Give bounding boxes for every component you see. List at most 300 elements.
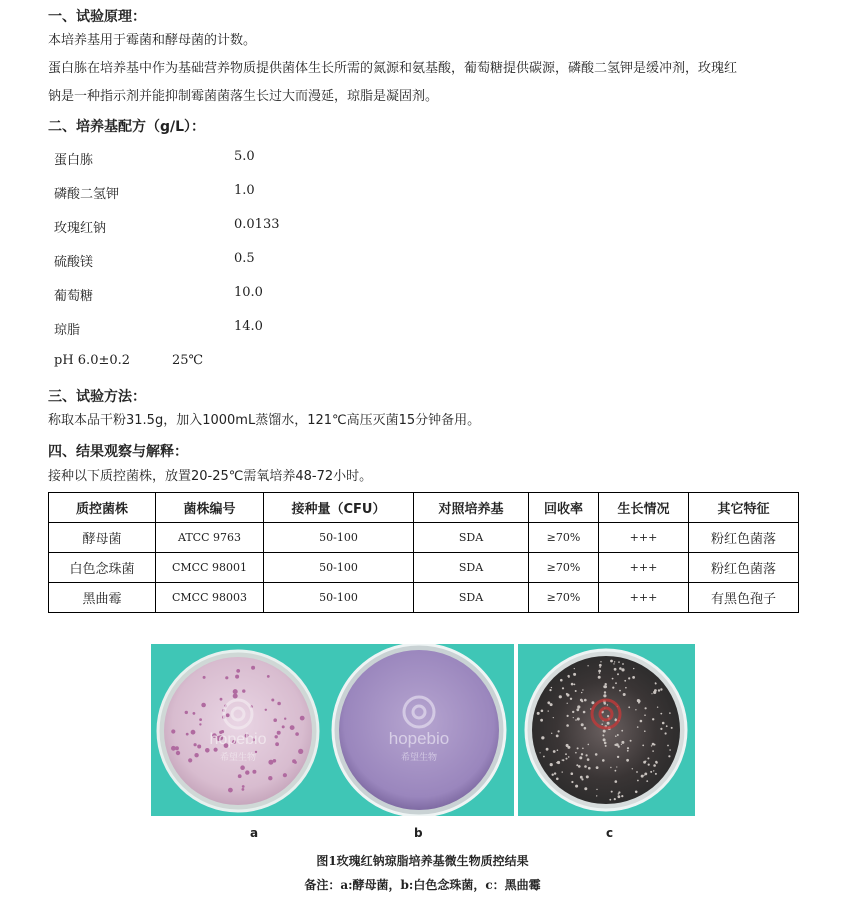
table-cell: +++ <box>599 553 689 583</box>
colony-dot <box>226 713 230 717</box>
colony-dot <box>602 759 605 762</box>
colony-dot <box>197 745 201 749</box>
plate-photo-b <box>324 644 514 816</box>
colony-dot <box>576 708 579 711</box>
section-heading-method: 三、试验方法： <box>48 389 146 405</box>
table-cell: CMCC 98001 <box>156 553 264 583</box>
colony-dot <box>651 693 652 694</box>
table-header-row <box>49 493 799 523</box>
colony-dot <box>194 743 197 746</box>
colony-dot <box>660 728 662 730</box>
colony-dot <box>549 689 551 691</box>
principle-text-3: 钠是一种指示剂并能抑制霉菌菌落生长过大而漫延，琼脂是凝固剂。 <box>48 89 439 104</box>
colony-dot <box>610 660 613 663</box>
table-cell: SDA <box>414 553 529 583</box>
plate-watermark: hopebio <box>209 731 267 748</box>
colony-dot <box>626 759 629 762</box>
colony-dot <box>628 706 630 708</box>
table-row <box>49 583 799 613</box>
colony-dot <box>665 732 667 734</box>
colony-dot <box>271 699 274 702</box>
colony-dot <box>214 748 218 752</box>
colony-dot <box>653 770 654 771</box>
colony-dot <box>553 750 556 753</box>
colony-dot <box>627 747 629 749</box>
colony-dot <box>646 780 648 782</box>
colony-dot <box>632 768 633 769</box>
colony-dot <box>644 714 646 716</box>
colony-dot <box>252 770 256 774</box>
colony-dot <box>578 765 581 768</box>
colony-dot <box>543 756 545 758</box>
colony-dot <box>617 734 619 736</box>
colony-dot <box>618 746 620 748</box>
colony-dot <box>573 717 574 718</box>
colony-dot <box>615 770 617 772</box>
colony-dot <box>615 735 617 737</box>
colony-dot <box>273 718 277 722</box>
colony-dot <box>199 718 202 721</box>
colony-dot <box>550 703 553 706</box>
colony-dot <box>637 726 639 728</box>
colony-dot <box>275 735 278 738</box>
colony-dot <box>596 789 597 790</box>
colony-dot <box>621 741 624 744</box>
colony-dot <box>586 754 588 756</box>
colony-dot <box>657 707 658 708</box>
colony-dot <box>575 752 577 754</box>
result-text: 接种以下质控菌株，放置20-25℃需氧培养48-72小时。 <box>48 469 373 484</box>
colony-dot <box>621 668 624 671</box>
colony-dot <box>622 663 624 665</box>
table-cell: 酵母菌 <box>49 523 156 553</box>
colony-dot <box>637 780 639 782</box>
colony-dot <box>658 689 660 691</box>
colony-dot <box>623 693 626 696</box>
formula-value: 10.0 <box>234 285 263 300</box>
plate-photo-a <box>151 644 324 816</box>
figure-caption: 图1玫瑰红钠琼脂培养基微生物质控结果 <box>316 854 529 868</box>
colony-dot <box>185 711 188 714</box>
colony-dot <box>556 778 559 781</box>
colony-dot <box>552 774 554 776</box>
colony-dot <box>636 771 638 773</box>
colony-dot <box>660 688 662 690</box>
colony-dot <box>547 701 550 704</box>
colony-dot <box>604 742 607 745</box>
colony-dot <box>635 791 638 794</box>
colony-dot <box>240 765 245 770</box>
colony-dot <box>645 707 647 709</box>
colony-dot <box>572 711 574 713</box>
colony-dot <box>283 773 287 777</box>
colony-dot <box>583 711 586 714</box>
section-heading-principle: 一、试验原理： <box>48 9 146 25</box>
colony-dot <box>660 713 662 715</box>
figure-label-b: b <box>414 826 423 840</box>
colony-dot <box>242 689 245 692</box>
colony-dot <box>236 669 240 673</box>
formula-name: 硫酸镁 <box>54 255 94 270</box>
table-header: 生长情况 <box>599 493 689 523</box>
colony-dot <box>584 787 587 790</box>
colony-dot <box>662 722 665 725</box>
qc-strain-table <box>48 492 799 613</box>
colony-dot <box>562 759 564 761</box>
colony-dot <box>625 687 627 689</box>
colony-dot <box>632 676 635 679</box>
colony-dot <box>580 699 583 702</box>
colony-dot <box>228 788 233 793</box>
colony-dot <box>655 682 656 683</box>
colony-dot <box>205 748 210 753</box>
colony-dot <box>267 675 270 678</box>
colony-dot <box>615 682 617 684</box>
table-header: 质控菌株 <box>49 493 156 523</box>
colony-dot <box>567 715 569 717</box>
colony-dot <box>171 746 176 751</box>
colony-dot <box>628 677 630 679</box>
colony-dot <box>245 770 249 774</box>
colony-dot <box>614 668 617 671</box>
plate-watermark-cn: 希望生物 <box>219 753 257 763</box>
colony-dot <box>575 690 577 692</box>
colony-dot <box>551 733 552 734</box>
colony-dot <box>588 744 590 746</box>
colony-dot <box>553 717 554 718</box>
colony-dot <box>560 679 563 682</box>
colony-dot <box>277 702 281 706</box>
table-cell: 粉红色菌落 <box>689 553 799 583</box>
table-cell: ≥70% <box>529 523 599 553</box>
colony-dot <box>654 744 656 746</box>
colony-dot <box>612 678 614 680</box>
colony-dot <box>558 730 560 732</box>
colony-dot <box>567 694 570 697</box>
table-header: 菌株编号 <box>156 493 264 523</box>
colony-dot <box>233 689 238 694</box>
colony-dot <box>242 788 245 791</box>
colony-dot <box>294 761 297 764</box>
colony-dot <box>603 730 606 733</box>
colony-dot <box>550 763 553 766</box>
colony-dot <box>635 709 636 710</box>
colony-dot <box>644 773 647 776</box>
table-cell: CMCC 98003 <box>156 583 264 613</box>
colony-dot <box>584 727 587 730</box>
colony-dot <box>654 689 657 692</box>
colony-dot <box>599 667 600 668</box>
colony-dot <box>581 753 583 755</box>
method-text: 称取本品干粉31.5g，加入1000mL蒸馏水，121℃高压灭菌15分钟备用。 <box>48 413 481 428</box>
colony-dot <box>567 675 569 677</box>
colony-dot <box>614 661 615 662</box>
table-cell: SDA <box>414 523 529 553</box>
colony-dot <box>546 748 549 751</box>
colony-dot <box>653 764 656 767</box>
colony-dot <box>588 767 591 770</box>
colony-dot <box>581 723 584 726</box>
colony-dot <box>541 736 544 739</box>
colony-dot <box>595 753 598 756</box>
colony-dot <box>284 718 286 720</box>
colony-dot <box>652 750 654 752</box>
colony-dot <box>171 729 175 733</box>
colony-dot <box>562 771 563 772</box>
colony-dot <box>576 764 578 766</box>
colony-dot <box>275 742 279 746</box>
colony-dot <box>277 731 281 735</box>
colony-dot <box>638 702 640 704</box>
colony-dot <box>648 764 650 766</box>
figure-label-c: c <box>606 826 614 840</box>
colony-dot <box>617 673 619 675</box>
colony-dot <box>540 719 543 722</box>
colony-dot <box>613 663 614 664</box>
colony-dot <box>604 691 606 693</box>
colony-dot <box>630 740 632 742</box>
table-cell: SDA <box>414 583 529 613</box>
colony-dot <box>603 738 606 741</box>
colony-dot <box>668 755 670 757</box>
table-cell: +++ <box>599 523 689 553</box>
colony-dot <box>571 683 574 686</box>
colony-dot <box>567 703 568 704</box>
colony-dot <box>282 725 285 728</box>
colony-dot <box>596 795 597 796</box>
table-header: 接种量（CFU） <box>264 493 414 523</box>
colony-dot <box>643 761 646 764</box>
colony-dot <box>582 689 583 690</box>
formula-name: 蛋白胨 <box>54 153 94 168</box>
colony-dot <box>191 730 196 735</box>
formula-value: 1.0 <box>234 183 255 198</box>
table-cell: 50-100 <box>264 583 414 613</box>
colony-dot <box>619 690 621 692</box>
colony-dot <box>607 715 609 717</box>
formula-value: 0.5 <box>234 251 255 266</box>
table-cell: 50-100 <box>264 523 414 553</box>
formula-value: 0.0133 <box>234 217 280 232</box>
plate-watermark-cn: 希望生物 <box>400 753 438 763</box>
table-cell: 白色念珠菌 <box>49 553 156 583</box>
colony-dot <box>641 775 644 778</box>
colony-dot <box>557 749 559 751</box>
colony-dot <box>584 699 587 702</box>
principle-text-2: 蛋白胨在培养基中作为基础营养物质提供菌体生长所需的氮源和氨基酸，葡萄糖提供碳源，磷酸二氢钾是缓冲剂，玫瑰红 <box>48 61 738 76</box>
colony-dot <box>607 704 608 705</box>
colony-dot <box>292 726 295 729</box>
colony-dot <box>540 752 541 753</box>
section-heading-result: 四、结果观察与解释： <box>48 444 188 460</box>
colony-dot <box>580 776 583 779</box>
colony-dot <box>586 775 589 778</box>
colony-dot <box>577 747 579 749</box>
colony-dot <box>554 772 556 774</box>
ph-label: pH 6.0±0.2 <box>54 353 131 368</box>
colony-dot <box>577 718 580 721</box>
colony-dot <box>655 761 657 763</box>
colony-dot <box>604 685 607 688</box>
principle-text-1: 本培养基用于霉菌和酵母菌的计数。 <box>48 33 257 48</box>
colony-dot <box>650 771 652 773</box>
colony-dot <box>616 766 617 767</box>
table-row <box>49 553 799 583</box>
plate-watermark: hopebio <box>388 729 450 748</box>
table-cell: 50-100 <box>264 553 414 583</box>
colony-dot <box>579 756 582 759</box>
colony-dot <box>621 795 623 797</box>
table-cell: +++ <box>599 583 689 613</box>
colony-dot <box>566 724 569 727</box>
colony-dot <box>618 791 620 793</box>
colony-dot <box>300 716 305 721</box>
colony-dot <box>575 719 577 721</box>
colony-dot <box>225 676 228 679</box>
colony-dot <box>566 745 568 747</box>
colony-dot <box>617 756 619 758</box>
colony-dot <box>647 757 649 759</box>
table-cell: ≥70% <box>529 583 599 613</box>
colony-dot <box>609 799 611 801</box>
colony-dot <box>295 732 299 736</box>
colony-dot <box>621 744 622 745</box>
colony-dot <box>233 694 238 699</box>
colony-dot <box>601 723 603 725</box>
figure-note: 备注：a:酵母菌，b:白色念珠菌，c：黑曲霉 <box>304 878 541 892</box>
table-cell: ATCC 9763 <box>156 523 264 553</box>
colony-dot <box>655 773 657 775</box>
colony-dot <box>584 765 587 768</box>
colony-dot <box>235 675 239 679</box>
colony-dot <box>577 705 580 708</box>
colony-dot <box>176 751 180 755</box>
colony-dot <box>537 712 540 715</box>
colony-dot <box>566 758 568 760</box>
colony-dot <box>251 666 255 670</box>
colony-dot <box>571 772 574 775</box>
colony-dot <box>186 733 189 736</box>
table-header: 对照培养基 <box>414 493 529 523</box>
colony-dot <box>666 725 668 727</box>
colony-dot <box>599 672 601 674</box>
table-header: 回收率 <box>529 493 599 523</box>
colony-dot <box>587 758 590 761</box>
figure-label-a: a <box>250 826 259 840</box>
colony-dot <box>581 778 583 780</box>
colony-dot <box>642 745 644 747</box>
colony-dot <box>621 730 623 732</box>
colony-dot <box>571 781 573 783</box>
colony-dot <box>651 745 652 746</box>
colony-dot <box>671 727 673 729</box>
colony-dot <box>574 684 576 686</box>
colony-dot <box>604 702 607 705</box>
colony-dot <box>619 667 622 670</box>
colony-dot <box>273 759 277 763</box>
table-cell: 粉红色菌落 <box>689 523 799 553</box>
colony-dot <box>596 766 599 769</box>
colony-dot <box>568 756 570 758</box>
colony-dot <box>268 776 272 780</box>
colony-dot <box>591 701 594 704</box>
colony-dot <box>669 749 671 751</box>
table-cell: 黑曲霉 <box>49 583 156 613</box>
ph-temp: 25℃ <box>172 353 204 368</box>
table-cell: 有黑色孢子 <box>689 583 799 613</box>
colony-dot <box>201 703 206 708</box>
colony-dot <box>644 775 645 776</box>
colony-dot <box>600 661 601 662</box>
colony-dot <box>637 699 640 702</box>
colony-dot <box>541 710 544 713</box>
colony-dot <box>238 774 242 778</box>
colony-dot <box>612 687 614 689</box>
colony-dot <box>548 710 549 711</box>
colony-dot <box>640 720 643 723</box>
colony-dot <box>614 798 616 800</box>
colony-dot <box>607 722 610 725</box>
colony-dot <box>298 749 303 754</box>
section-heading-formula: 二、培养基配方（g/L）： <box>48 119 206 135</box>
colony-dot <box>615 780 618 783</box>
colony-dot <box>556 735 559 738</box>
colony-dot <box>562 687 564 689</box>
colony-dot <box>559 695 562 698</box>
colony-dot <box>220 698 223 701</box>
plate-photo-c <box>518 644 695 816</box>
colony-dot <box>587 665 588 666</box>
colony-dot <box>203 676 206 679</box>
colony-dot <box>633 668 634 669</box>
colony-dot <box>611 791 613 793</box>
colony-dot <box>618 661 620 663</box>
colony-dot <box>551 687 552 688</box>
colony-dot <box>602 734 604 736</box>
colony-dot <box>265 709 267 711</box>
colony-dot <box>618 795 621 798</box>
colony-dot <box>573 673 576 676</box>
colony-dot <box>557 761 560 764</box>
colony-dot <box>188 758 192 762</box>
colony-dot <box>598 670 601 673</box>
colony-dot <box>605 683 607 685</box>
colony-dot <box>614 744 616 746</box>
formula-value: 14.0 <box>234 319 263 334</box>
formula-name: 葡萄糖 <box>54 289 94 304</box>
colony-dot <box>605 745 607 747</box>
table-cell: ≥70% <box>529 553 599 583</box>
colony-dot <box>582 748 584 750</box>
colony-dot <box>574 668 575 669</box>
colony-dot <box>194 753 198 757</box>
colony-dot <box>599 664 602 667</box>
colony-dot <box>575 785 578 788</box>
formula-name: 琼脂 <box>54 323 81 338</box>
colony-dot <box>598 676 601 679</box>
formula-name: 玫瑰红钠 <box>54 221 107 236</box>
colony-dot <box>199 723 201 725</box>
formula-value: 5.0 <box>234 149 255 164</box>
colony-dot <box>581 692 582 693</box>
colony-dot <box>565 753 567 755</box>
colony-dot <box>242 785 245 788</box>
colony-dot <box>193 712 196 715</box>
colony-dot <box>667 745 669 747</box>
colony-dot <box>627 750 629 752</box>
table-header: 其它特征 <box>689 493 799 523</box>
colony-dot <box>570 698 572 700</box>
